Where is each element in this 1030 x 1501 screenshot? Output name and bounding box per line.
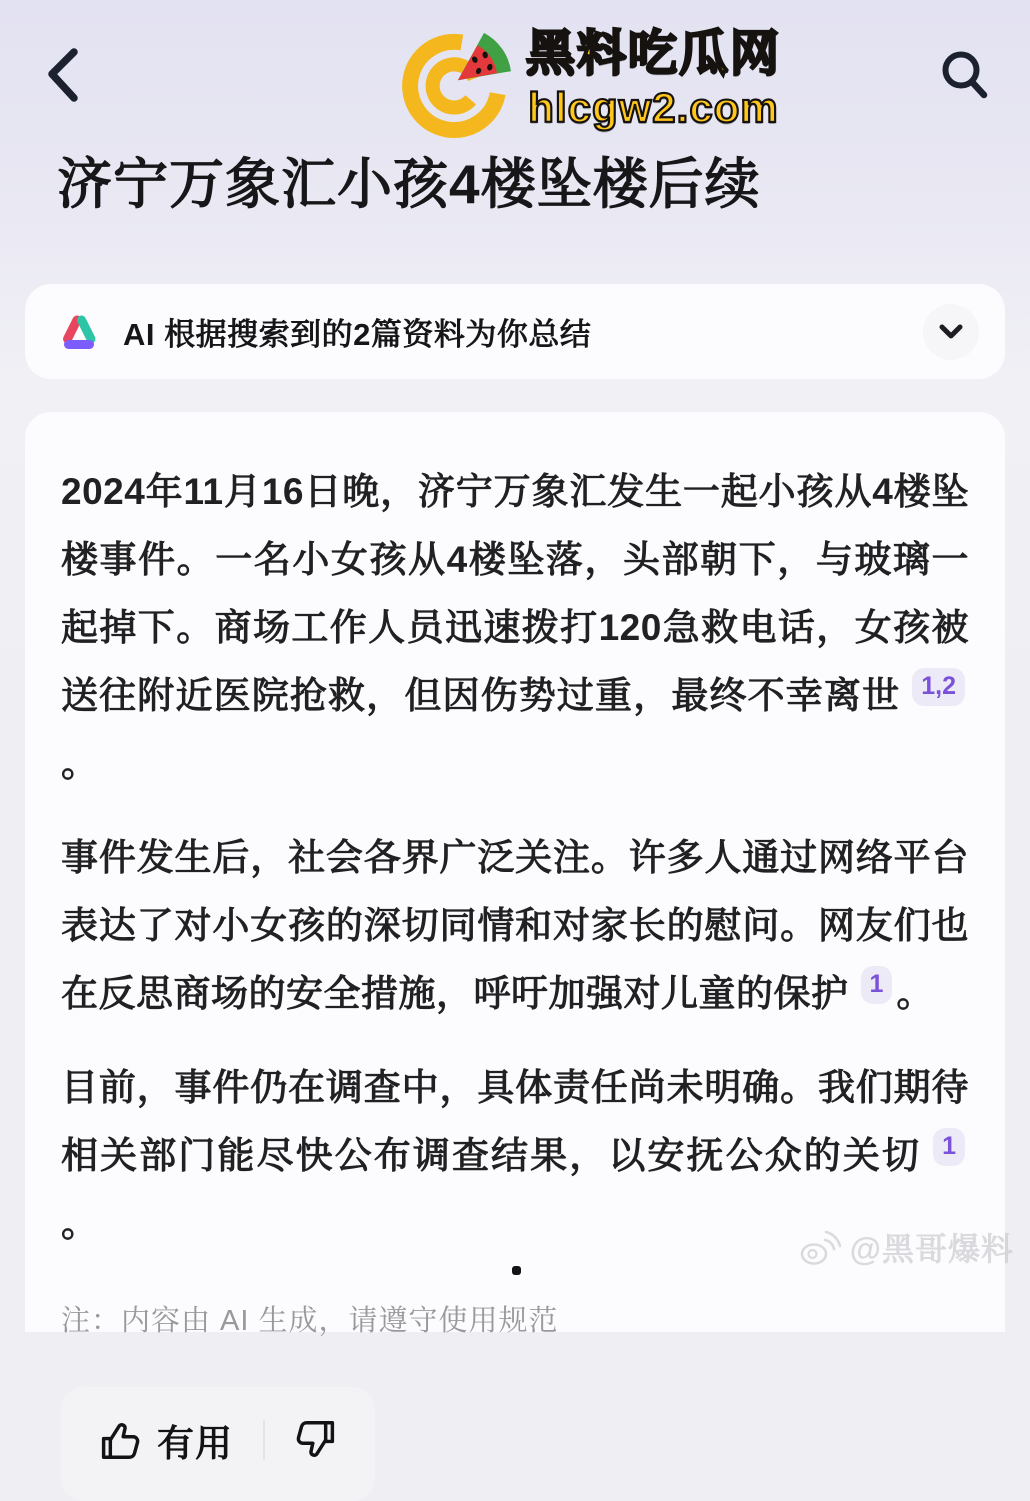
paragraph [61,824,969,1028]
ai-summary-content-card [25,412,1005,1464]
thumbs-up-icon [95,1417,141,1463]
site-watermark-texts [526,28,781,132]
paragraph-suffix: 。 [61,743,99,784]
header [0,0,1030,150]
feedback-bar [61,1387,375,1501]
paragraph-suffix: 。 [896,973,934,1014]
feedback-divider [263,1420,265,1460]
citation-badge[interactable]: 1 [861,966,893,1004]
citation-badge[interactable]: 1 [933,1128,965,1166]
citation-badge[interactable]: 1,2 [912,668,965,706]
search-icon [936,42,994,106]
paragraph-text: 目前，事件仍在调查中，具体责任尚未明确。我们期待相关部门能尽快公布调查结果，以安抚公众的关切 [61,1067,969,1176]
useful-button-label: 有用 [157,1423,233,1464]
paragraph-text: 2024年11月16日晚，济宁万象汇发生一起小孩从4楼坠楼事件。一名小女孩从4楼坠落，头部朝下，与玻璃一起掉下。商场工作人员迅速拨打120急救电话，女孩被送往附近医院抢救，但因伤势过重，最终不幸离世 [61,471,969,716]
useful-button[interactable] [95,1413,233,1467]
page-title: 济宁万象汇小孩4楼坠楼后续 [57,153,761,215]
watermelon-logo-icon [396,22,518,148]
ai-assistant-icon [57,310,101,354]
weibo-icon [798,1227,842,1267]
paragraph [61,458,969,798]
ai-disclaimer-note: 注：内容由 AI 生成，请遵守使用规范 [61,1305,559,1337]
uploader-watermark-text: @黑哥爆料 [849,1231,1014,1267]
chevron-left-icon [36,42,88,106]
back-button[interactable] [36,42,88,106]
chevron-down-icon [934,320,968,344]
ai-summary-label: AI 根据搜索到的2篇资料为你总结 [123,317,592,352]
stray-dot [512,1266,521,1275]
uploader-watermark [798,1224,1014,1270]
not-useful-button[interactable] [295,1417,341,1463]
search-button[interactable] [936,42,994,106]
site-watermark-logo [396,22,781,148]
paragraph-suffix: 。 [61,1203,99,1244]
ai-summary-card[interactable] [25,284,1005,379]
site-name-text: 黑料吃瓜网 [526,27,782,81]
thumbs-down-icon [295,1417,341,1463]
paragraph-text: 事件发生后，社会各界广泛关注。许多人通过网络平台表达了对小女孩的深切同情和对家长的慰问。网友们也在反思商场的安全措施，呼吁加强对儿童的保护 [61,837,969,1014]
collapse-summary-button[interactable] [923,304,979,360]
site-url-text: hlcgw2.com [528,83,779,131]
